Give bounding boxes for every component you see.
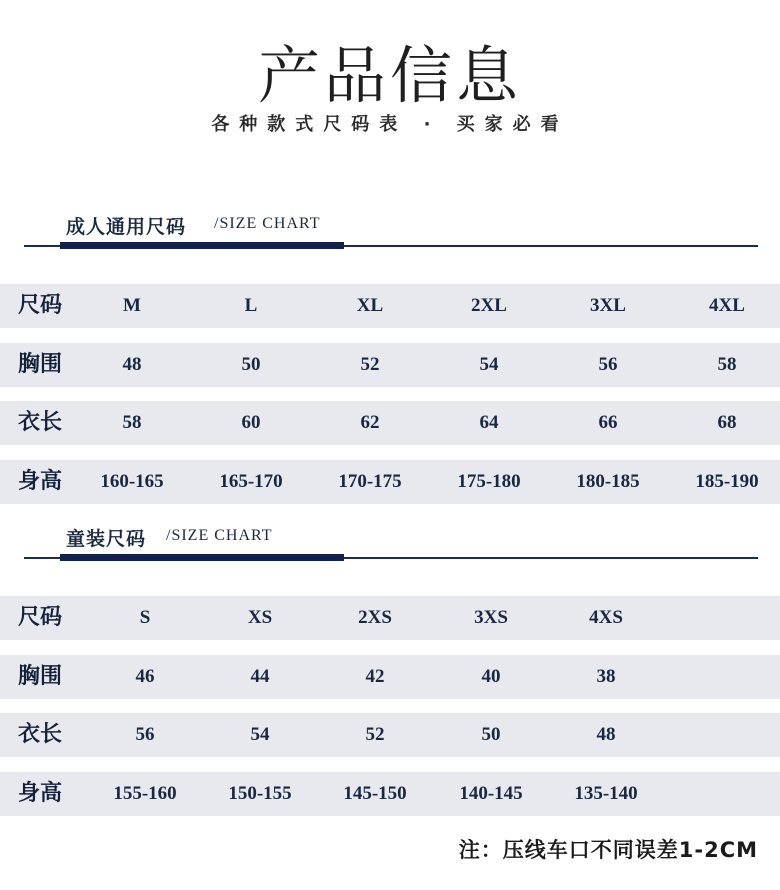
table-cell: 38 [596,666,616,687]
table-cell: XS [247,607,273,628]
row-label: 胸围 [18,664,63,689]
row-label: 身高 [18,781,63,806]
table-cell: 60 [241,412,261,433]
kids-section-subtitle: /SIZE CHART [166,527,273,544]
table-cell: 56 [135,724,155,745]
table-cell: 52 [360,354,380,375]
table-cell: 145-150 [343,783,407,804]
table-cell: 180-185 [576,471,640,492]
table-row [0,460,780,504]
table-cell: 3XS [474,607,508,628]
kids-section-title: 童装尺码 [66,528,147,550]
table-cell: 56 [598,354,618,375]
table-cell: XL [356,295,384,316]
table-cell: 62 [360,412,380,433]
table-row [0,343,780,387]
table-cell: 48 [596,724,616,745]
table-cell: S [139,607,151,628]
table-cell: 54 [250,724,270,745]
table-cell: 40 [481,666,501,687]
table-cell: 170-175 [338,471,402,492]
table-cell: 50 [241,354,261,375]
row-label: 胸围 [18,352,63,377]
page-subtitle: 各种款式尺码表 · 买家必看 [211,114,569,135]
table-cell: 42 [365,666,385,687]
table-cell: 175-180 [457,471,521,492]
kids-section-header [0,524,780,564]
table-cell: 64 [479,412,499,433]
table-cell: 4XL [709,295,745,316]
footer-note: 注：压线车口不同误差1-2CM [458,838,758,862]
table-cell: 160-165 [100,471,164,492]
table-cell: 2XL [471,295,507,316]
row-label: 尺码 [18,605,63,630]
adult-section-title: 成人通用尺码 [66,216,187,238]
table-row [0,772,780,816]
table-cell: 48 [122,354,142,375]
table-cell: 4XS [589,607,623,628]
table-cell: 150-155 [228,783,292,804]
table-cell: 58 [122,412,142,433]
table-cell: 66 [598,412,618,433]
table-cell: 3XL [590,295,626,316]
table-cell: 44 [250,666,270,687]
table-cell: 155-160 [113,783,177,804]
table-cell: 58 [717,354,737,375]
table-cell: 165-170 [219,471,283,492]
table-cell: 52 [365,724,385,745]
section-divider-bar [60,242,344,249]
row-label: 尺码 [18,293,63,318]
table-row [0,713,780,757]
adult-section-subtitle: /SIZE CHART [214,215,321,232]
table-cell: 140-145 [459,783,523,804]
adult-section-header [0,212,780,252]
table-cell: L [244,295,258,316]
table-cell: 2XS [358,607,392,628]
page-title: 产品信息 [257,39,522,112]
table-cell: 68 [717,412,737,433]
row-label: 衣长 [18,410,63,435]
section-divider-bar [60,554,344,561]
table-row [0,284,780,328]
table-row [0,401,780,445]
table-cell: 185-190 [695,471,759,492]
table-row [0,596,780,640]
table-cell: 54 [479,354,499,375]
table-cell: 46 [135,666,155,687]
row-label: 身高 [18,469,63,494]
table-cell: 50 [481,724,501,745]
row-label: 衣长 [18,722,63,747]
table-cell: M [123,295,141,316]
table-cell: 135-140 [574,783,638,804]
table-row [0,655,780,699]
